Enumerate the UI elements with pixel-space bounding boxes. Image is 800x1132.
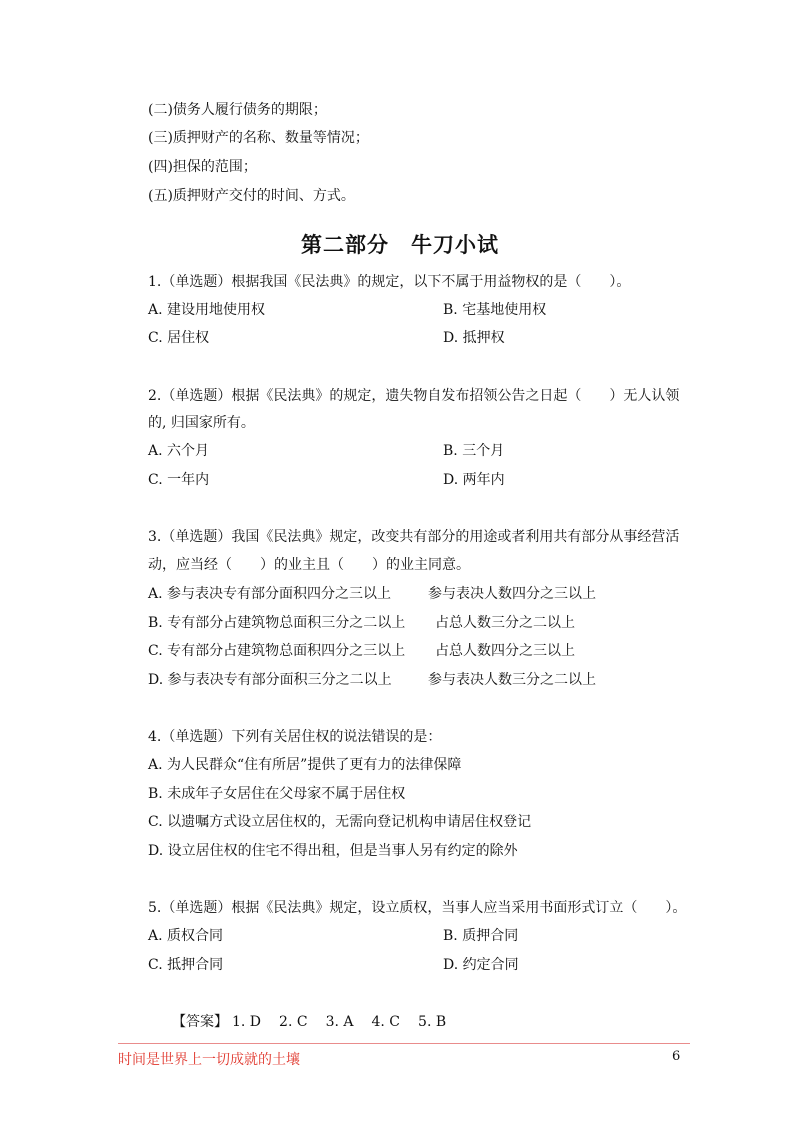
question-3-option-b-part2: 占总人数三分之二以上 [435,615,575,631]
question-1-option-d: D. 抵押权 [443,330,505,346]
question-3-option-d: D. 参与表决专有部分面积三分之二以上 [148,672,392,688]
answer-item: 2. C [279,1014,308,1030]
question-3-stem-line2: 动，应当经（ ）的业主且（ ）的业主同意。 [148,557,470,573]
question-5-option-a: A. 质权合同 [148,928,224,944]
footer-slogan: 时间是世界上一切成就的土壤 [118,1052,300,1068]
question-4-option-b: B. 未成年子女居住在父母家不属于居住权 [148,786,406,802]
question-4-option-a: A. 为人民群众“住有所居”提供了更有力的法律保障 [148,757,462,773]
question-3-option-c-part2: 占总人数四分之三以上 [435,643,575,659]
question-5-option-b: B. 质押合同 [443,928,519,944]
question-2-stem-line1: 2.（单选题）根据《民法典》的规定，遗失物自发布招领公告之日起（ ）无人认领 [148,388,680,404]
answer-item: 3. A [325,1014,354,1030]
intro-item: (五)质押财产交付的时间、方式。 [148,188,355,204]
answer-item: 4. C [371,1014,401,1030]
question-3-option-c: C. 专有部分占建筑物总面积四分之三以上 [148,643,406,659]
question-3-option-d-part2: 参与表决人数三分之二以上 [428,672,596,688]
question-1-option-c: C. 居住权 [148,330,210,346]
question-4-stem: 4.（单选题）下列有关居住权的说法错误的是： [148,729,442,745]
answer-key [172,1012,464,1032]
answer-item: 5. B [418,1014,447,1030]
question-2-option-b: B. 三个月 [443,443,505,459]
section-title: 第二部分 牛刀小试 [301,233,499,257]
question-2-stem-line2: 的, 归国家所有。 [148,415,255,431]
intro-item: (三)质押财产的名称、数量等情况； [148,130,369,146]
question-3-stem-line1: 3.（单选题）我国《民法典》规定，改变共有部分的用途或者利用共有部分从事经营活 [148,529,680,545]
question-5-option-d: D. 约定合同 [443,957,519,973]
question-3-option-a-part2: 参与表决人数四分之三以上 [428,586,596,602]
question-2-option-c: C. 一年内 [148,472,210,488]
question-3-option-a: A. 参与表决专有部分面积四分之三以上 [148,586,392,602]
question-2-option-d: D. 两年内 [443,472,505,488]
question-1-option-b: B. 宅基地使用权 [443,302,547,318]
question-2-option-a: A. 六个月 [148,443,210,459]
question-1-option-a: A. 建设用地使用权 [148,302,266,318]
question-5-stem: 5.（单选题）根据《民法典》规定，设立质权，当事人应当采用书面形式订立（ ）。 [148,900,687,916]
question-4-option-c: C. 以遗嘱方式设立居住权的，无需向登记机构申请居住权登记 [148,814,532,830]
question-4-option-d: D. 设立居住权的住宅不得出租，但是当事人另有约定的除外 [148,843,518,859]
intro-item: (二)债务人履行债务的期限； [148,102,327,118]
question-3-option-b: B. 专有部分占建筑物总面积三分之二以上 [148,615,406,631]
page-number: 6 [672,1049,681,1064]
question-5-option-c: C. 抵押合同 [148,957,224,973]
intro-item: (四)担保的范围； [148,159,257,175]
question-1-stem: 1.（单选题）根据我国《民法典》的规定，以下不属于用益物权的是（ ）。 [148,274,631,290]
answer-item: 1. D [232,1014,262,1030]
footer-divider [118,1043,690,1044]
answer-label: 【答案】 [172,1014,228,1030]
